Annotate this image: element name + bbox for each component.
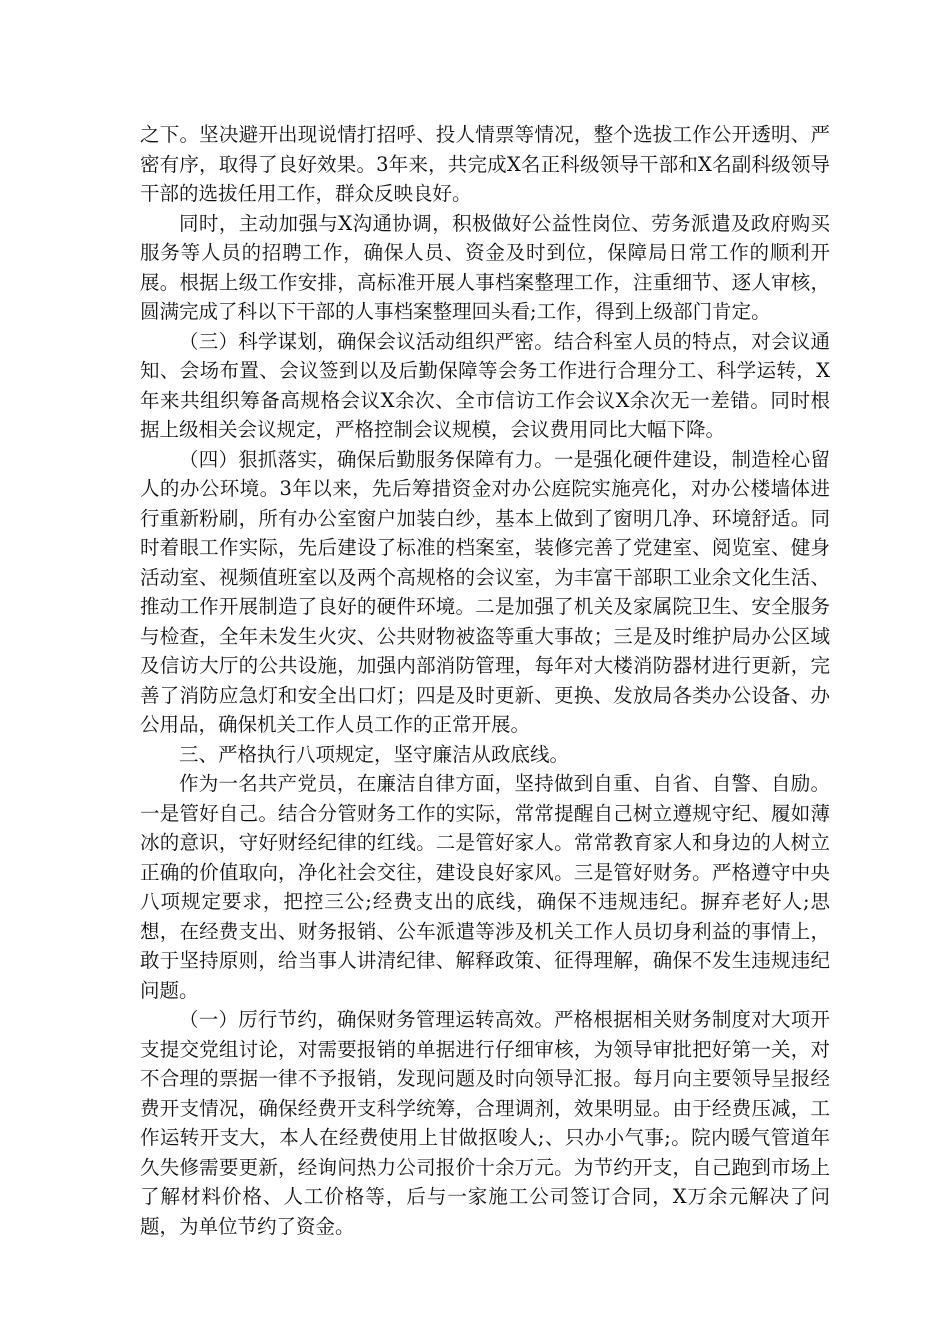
- paragraph-meeting-organization: （三）科学谋划，确保会议活动组织严密。结合科室人员的特点，对会议通知、会场布置、会议签到以及后勤保障等会务工作进行合理分工、科学运转，X年来共组织筹备高规格会议X余次、全市信访工作会议X余次无一差错。同时根据上级相关会议规定，严格控制会议规模，会议费用同比大幅下降。: [140, 329, 830, 441]
- paragraph-recruitment-archives: 同时，主动加强与X沟通协调，积极做好公益性岗位、劳务派遣及政府购买服务等人员的招聘工作，确保人员、资金及时到位，保障局日常工作的顺利开展。根据上级工作安排，高标准开展人事档案整理工作，注重细节、逐人审核，圆满完成了科以下干部的人事档案整理回头看;工作，得到上级部门肯定。: [140, 211, 830, 323]
- paragraph-logistics-support: （四）狠抓落实，确保后勤服务保障有力。一是强化硬件建设，制造栓心留人的办公环境。3年以来，先后筹措资金对办公庭院实施亮化，对办公楼墙体进行重新粉刷，所有办公室窗户加装白纱，基本上做到了窗明几净、环境舒适。同时着眼工作实际，先后建设了标准的档案室，装修完善了党建室、阅览室、健身活动室、视频值班室以及两个高规格的会议室，为丰富干部职工业余文化生活、推动工作开展制造了良好的硬件环境。二是加强了机关及家属院卫生、安全服务与检查，全年未发生火灾、公共财物被盗等重大事故；三是及时维护局办公区域及信访大厅的公共设施，加强内部消防管理，每年对大楼消防器材进行更新，完善了消防应急灯和安全出口灯；四是及时更新、更换、发放局各类办公设备、办公用品，确保机关工作人员工作的正常开展。: [140, 447, 830, 736]
- paragraph-financial-management: （一）厉行节约，确保财务管理运转高效。严格根据相关财务制度对大项开支提交党组讨论，对需要报销的单据进行仔细审核，为领导审批把好第一关，对不合理的票据一律不予报销，发现问题及时向领导汇报。每月向主要领导呈报经费开支情况，确保经费开支科学统筹，合理调剂，效果明显。由于经费压减，工作运转开支大，本人在经费使用上甘做抠唆人;、只办小气事;。院内暖气管道年久失修需要更新，经询问热力公司报价十余万元。为节约开支，自己跑到市场上了解材料价格、人工价格等，后与一家施工公司签订合同，X万余元解决了问题，为单位节约了资金。: [140, 1008, 830, 1238]
- paragraph-self-discipline: 作为一名共产党员，在廉洁自律方面，坚持做到自重、自省、自警、自励。一是管好自己。结合分管财务工作的实际，常常提醒自己树立遵规守纪、履如薄冰的意识，守好财经纪律的红线。二是管好家人。常常教育家人和身边的人树立正确的价值取向，净化社会交往，建设良好家风。三是管好财务。严格遵守中央八项规定要求，把控三公;经费支出的底线，确保不违规违纪。摒弃老好人;思想，在经费支出、财务报销、公车派遣等涉及机关工作人员切身利益的事情上，敢于坚持原则，给当事人讲清纪律、解释政策、征得理解，确保不发生违规违纪问题。: [140, 772, 830, 1002]
- section-heading-eight-rules: 三、严格执行八项规定，坚守廉洁从政底线。: [179, 742, 570, 766]
- paragraph-selection-results: 之下。坚决避开出现说情打招呼、投人情票等情况，整个选拔工作公开透明、严密有序，取得了良好效果。3年来，共完成X名正科级领导干部和X名副科级领导干部的选拔任用工作，群众反映良好。: [140, 123, 830, 205]
- document-body: [140, 120, 830, 1241]
